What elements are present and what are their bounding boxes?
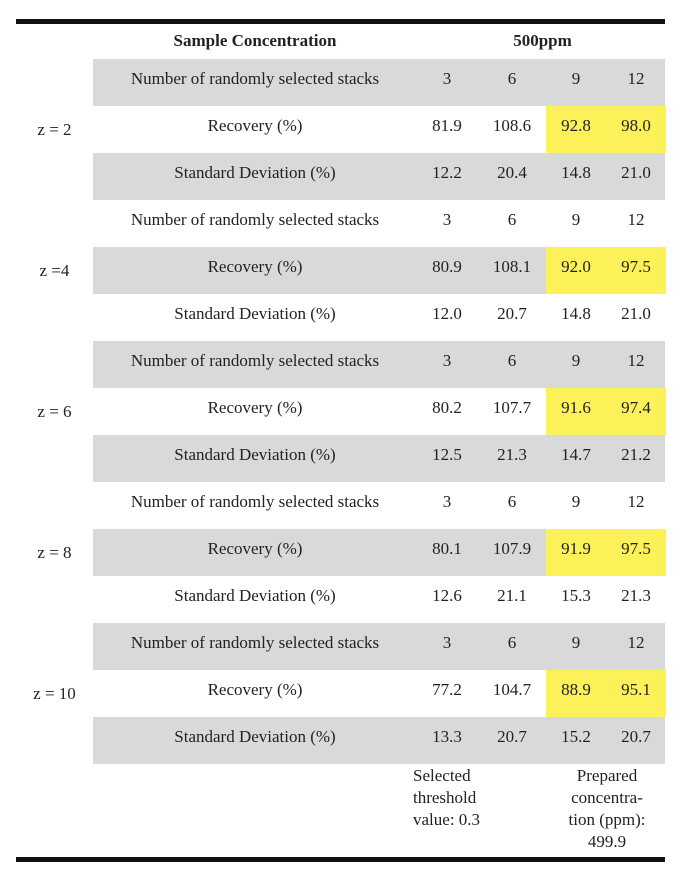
table-row-stacks: [93, 341, 665, 388]
row-label: Recovery (%): [207, 257, 303, 276]
top-rule: [16, 19, 665, 24]
table-cell: 21.2: [621, 445, 651, 464]
table-cell: 6: [507, 69, 517, 88]
table-cell: 6: [507, 351, 517, 370]
table-cell: 97.5: [606, 247, 666, 294]
table-cell: 21.3: [497, 445, 527, 464]
table-cell: 12: [627, 492, 645, 511]
prepared-concentration-note: [552, 765, 662, 853]
table-cell: 77.2: [432, 680, 462, 699]
z-group: [16, 59, 665, 200]
table-cell: 9: [571, 351, 581, 370]
header-concentration-value: 500ppm: [513, 31, 572, 50]
table-cell: 98.0: [606, 106, 666, 153]
row-label: Recovery (%): [207, 680, 303, 699]
table-cell: 15.2: [561, 727, 591, 746]
row-label: Number of randomly selected stacks: [130, 492, 380, 511]
table-cell: 95.1: [606, 670, 666, 717]
table-cell: 12.5: [432, 445, 462, 464]
table-row-recovery: [93, 529, 665, 576]
table-cell: 20.4: [497, 163, 527, 182]
table-header: [0, 26, 680, 56]
table-cell: 91.9: [546, 529, 606, 576]
table-cell: 107.9: [492, 539, 532, 558]
table-cell: 97.4: [606, 388, 666, 435]
table-row-recovery: [93, 388, 665, 435]
z-label: z =4: [39, 261, 70, 280]
table-row-std: [93, 717, 665, 764]
z-group: [16, 200, 665, 341]
table-row-recovery: [93, 247, 665, 294]
table-cell: 97.5: [606, 529, 666, 576]
table-cell: 12: [627, 351, 645, 370]
table-row-std: [93, 153, 665, 200]
table-cell: 21.1: [497, 586, 527, 605]
row-label: Number of randomly selected stacks: [130, 633, 380, 652]
table-cell: 14.8: [561, 163, 591, 182]
table-cell: 80.1: [432, 539, 462, 558]
table-cell: 21.3: [621, 586, 651, 605]
table-cell: 107.7: [492, 398, 532, 417]
table-row-std: [93, 435, 665, 482]
table-cell: 3: [442, 492, 452, 511]
table-row-stacks: [93, 200, 665, 247]
row-label: Standard Deviation (%): [174, 163, 336, 182]
table-cell: 9: [571, 492, 581, 511]
z-group: [16, 341, 665, 482]
row-label: Standard Deviation (%): [174, 727, 336, 746]
threshold-note-line: Selected: [413, 766, 471, 785]
z-group: [16, 623, 665, 764]
table-cell: 12: [627, 633, 645, 652]
row-label: Standard Deviation (%): [174, 304, 336, 323]
table-cell: 108.6: [492, 116, 532, 135]
z-label: z = 8: [37, 543, 72, 562]
table-cell: 3: [442, 210, 452, 229]
table-cell: 3: [442, 351, 452, 370]
threshold-note-line: threshold: [413, 788, 477, 807]
table-cell: 20.7: [621, 727, 651, 746]
z-label: z = 2: [37, 120, 72, 139]
table-cell: 21.0: [621, 163, 651, 182]
table-row-stacks: [93, 623, 665, 670]
prepared-note-line: tion (ppm):: [568, 810, 646, 829]
table-row-stacks: [93, 482, 665, 529]
prepared-note-line: concentra-: [571, 788, 643, 807]
table-cell: 20.7: [497, 727, 527, 746]
table-cell: 6: [507, 210, 517, 229]
threshold-note-line: value: 0.3: [413, 810, 481, 829]
table-cell: 3: [442, 633, 452, 652]
table-cell: 14.8: [561, 304, 591, 323]
table-cell: 6: [507, 633, 517, 652]
table-cell: 21.0: [621, 304, 651, 323]
table-cell: 12.0: [432, 304, 462, 323]
table-cell: 88.9: [546, 670, 606, 717]
z-label: z = 10: [33, 684, 76, 703]
z-label: z = 6: [37, 402, 72, 421]
row-label: Recovery (%): [207, 398, 303, 417]
prepared-note-line: Prepared: [576, 766, 638, 785]
results-table: [16, 59, 665, 764]
row-label: Recovery (%): [207, 539, 303, 558]
prepared-note-line: 499.9: [587, 832, 627, 851]
table-cell: 9: [571, 633, 581, 652]
table-cell: 6: [507, 492, 517, 511]
table-row-std: [93, 576, 665, 623]
table-cell: 91.6: [546, 388, 606, 435]
table-cell: 12.6: [432, 586, 462, 605]
table-cell: 80.9: [432, 257, 462, 276]
z-group: [16, 482, 665, 623]
table-cell: 9: [571, 69, 581, 88]
table-cell: 20.7: [497, 304, 527, 323]
table-row-stacks: [93, 59, 665, 106]
row-label: Standard Deviation (%): [174, 445, 336, 464]
row-label: Number of randomly selected stacks: [130, 210, 380, 229]
row-label: Number of randomly selected stacks: [130, 351, 380, 370]
table-cell: 80.2: [432, 398, 462, 417]
table-cell: 13.3: [432, 727, 462, 746]
header-sample-concentration: Sample Concentration: [173, 31, 337, 50]
table-cell: 12: [627, 210, 645, 229]
bottom-rule: [16, 857, 665, 862]
table-cell: 92.0: [546, 247, 606, 294]
table-row-recovery: [93, 670, 665, 717]
table-cell: 81.9: [432, 116, 462, 135]
row-label: Standard Deviation (%): [174, 586, 336, 605]
table-cell: 108.1: [492, 257, 532, 276]
row-label: Recovery (%): [207, 116, 303, 135]
threshold-note: [413, 765, 523, 831]
table-row-recovery: [93, 106, 665, 153]
table-cell: 12.2: [432, 163, 462, 182]
table-cell: 12: [627, 69, 645, 88]
table-cell: 104.7: [492, 680, 532, 699]
row-label: Number of randomly selected stacks: [130, 69, 380, 88]
table-cell: 3: [442, 69, 452, 88]
table-cell: 15.3: [561, 586, 591, 605]
table-cell: 92.8: [546, 106, 606, 153]
table-cell: 9: [571, 210, 581, 229]
table-row-std: [93, 294, 665, 341]
table-cell: 14.7: [561, 445, 591, 464]
